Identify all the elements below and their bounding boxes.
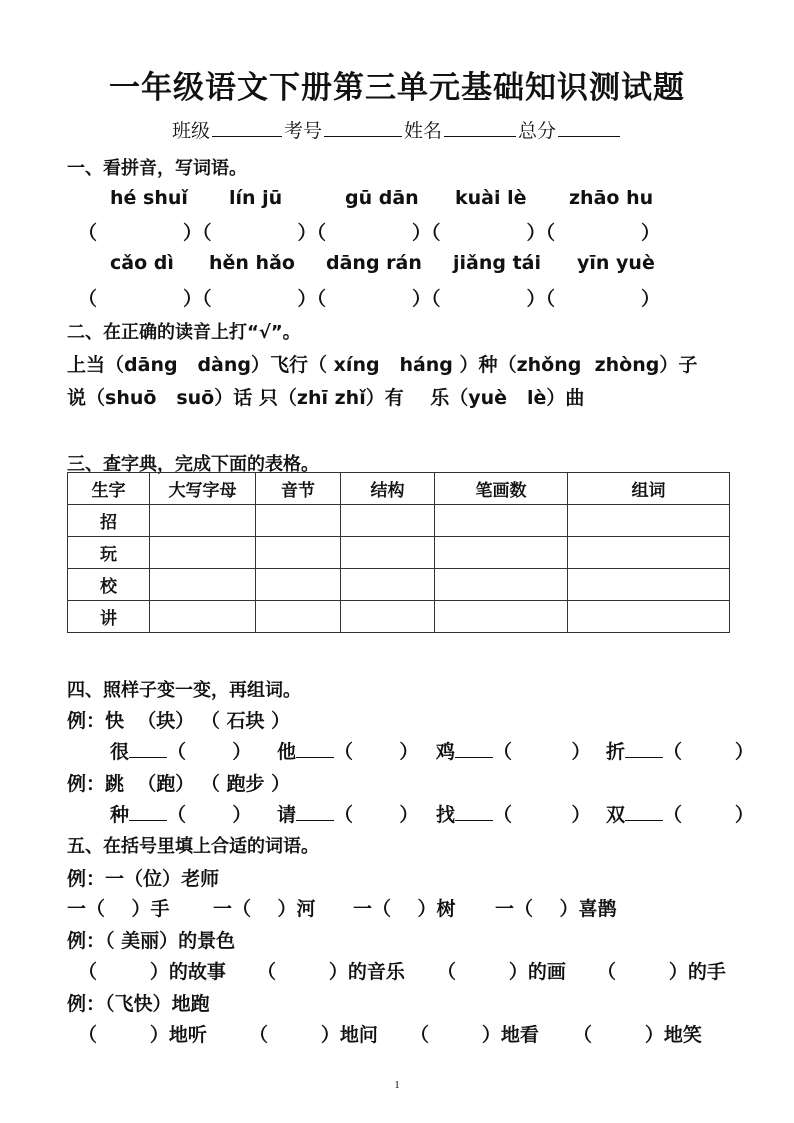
word: 乐 (430, 387, 450, 409)
name-blank[interactable] (444, 118, 516, 137)
dictionary-table (67, 472, 730, 633)
option[interactable]: háng (399, 354, 453, 376)
table-cell[interactable] (150, 601, 256, 633)
q4-char: 请 (277, 804, 297, 826)
table-cell[interactable] (568, 537, 730, 569)
example-2: 例：跳 （跑） （ 跑步 ） (67, 773, 291, 795)
q5-word: 一 (495, 898, 515, 920)
pinyin-1-2: lín jū (229, 187, 283, 209)
student-info-line (0, 116, 794, 143)
table-row (68, 537, 730, 569)
option[interactable]: zhǒng (516, 354, 582, 376)
q5-item-1[interactable]: 一（ ）手 (67, 898, 170, 920)
table-cell[interactable] (341, 505, 435, 537)
score-label: 总分 (518, 120, 557, 142)
q5-word: 一 (67, 898, 87, 920)
word: 说 (67, 387, 87, 409)
table-cell[interactable] (256, 601, 341, 633)
class-label: 班级 (171, 120, 210, 142)
q5-item-3[interactable]: 一（ ）树 (353, 898, 456, 920)
table-cell[interactable] (568, 601, 730, 633)
q5-item-12[interactable]: （ ）地笑 (573, 1024, 702, 1046)
pinyin-1-3: gū dān (345, 187, 419, 209)
q5-item-2[interactable]: 一（ ）河 (213, 898, 316, 920)
q5-item-11[interactable]: （ ）地看 (410, 1024, 539, 1046)
example-word: 位 (143, 868, 163, 890)
q5-item-6[interactable]: （ ）的音乐 (257, 961, 405, 983)
q4-char: 他 (277, 741, 297, 763)
table-char: 玩 (68, 537, 150, 569)
q5-word: 的画 (527, 961, 566, 983)
table-cell[interactable] (435, 537, 568, 569)
number-label: 考号 (283, 120, 322, 142)
q5-word: 河 (296, 898, 316, 920)
q4-item-1[interactable]: 很 （ ） (110, 741, 252, 763)
q4-item-7[interactable]: 找 （ ） (436, 804, 591, 826)
score-blank[interactable] (558, 118, 620, 137)
q5-word: 地笑 (663, 1024, 702, 1046)
table-cell[interactable] (568, 569, 730, 601)
word: 曲 (565, 387, 585, 409)
option[interactable]: xíng (333, 354, 380, 376)
answer-box-row2[interactable]: （ ）（ ）（ ）（ ）（ ） (78, 288, 660, 310)
table-char: 讲 (68, 601, 150, 633)
q4-char: 折 (606, 741, 626, 763)
option[interactable]: suō (176, 387, 215, 409)
table-header: 音节 (256, 473, 341, 505)
table-header: 结构 (341, 473, 435, 505)
q5-word: 手 (150, 898, 170, 920)
table-cell[interactable] (341, 569, 435, 601)
table-cell[interactable] (150, 569, 256, 601)
example-word: 例：跳 (67, 773, 125, 795)
table-row (68, 601, 730, 633)
table-cell[interactable] (256, 505, 341, 537)
q5-word: 喜鹊 (578, 898, 617, 920)
name-label: 姓名 (404, 120, 443, 142)
q5-item-5[interactable]: （ ）的故事 (78, 961, 226, 983)
option[interactable]: zhǐ (334, 387, 366, 409)
table-row (68, 569, 730, 601)
q4-item-5[interactable]: 种 （ ） (110, 804, 252, 826)
example-4: 例：（ 美丽）的景色 (67, 930, 236, 952)
q5-word: 地看 (500, 1024, 539, 1046)
q4-item-3[interactable]: 鸡 （ ） (436, 741, 591, 763)
pinyin-2-2: hěn hǎo (209, 252, 295, 274)
page-number: 1 (394, 1079, 400, 1091)
page-title: 一年级语文下册第三单元基础知识测试题 (109, 70, 685, 106)
table-header: 大写字母 (150, 473, 256, 505)
q5-item-7[interactable]: （ ）的画 (437, 961, 566, 983)
example-5: 例：（飞快）地跑 (67, 993, 210, 1015)
table-cell[interactable] (568, 505, 730, 537)
example-3: 例：一（位）老师 (67, 868, 220, 890)
example-1: 例：快 （块） （ 石块 ） (67, 710, 291, 732)
table-cell[interactable] (150, 537, 256, 569)
example-word: 老师 (181, 868, 220, 890)
q4-item-8[interactable]: 双 （ ） (606, 804, 754, 826)
q4-item-6[interactable]: 请 （ ） (277, 804, 419, 826)
q4-char: 找 (436, 804, 456, 826)
q5-word: 树 (436, 898, 456, 920)
option[interactable]: lè (526, 387, 547, 409)
pinyin-2-3: dāng rán (326, 252, 422, 274)
q5-word: 的故事 (168, 961, 226, 983)
example-word: 美丽 (121, 930, 160, 952)
table-cell[interactable] (150, 505, 256, 537)
q5-item-9[interactable]: （ ）地听 (78, 1024, 207, 1046)
reading-row-2: 说（shuō suō）话 只（zhī zhǐ）有 乐（yuè lè）曲 (67, 387, 585, 409)
section-1-heading: 一、看拼音，写词语。 (67, 158, 247, 179)
q4-char: 双 (606, 804, 626, 826)
example-word: 飞快 (114, 993, 153, 1015)
table-cell[interactable] (341, 601, 435, 633)
number-blank[interactable] (324, 118, 402, 137)
table-header-row (68, 473, 730, 505)
table-header: 笔画数 (435, 473, 568, 505)
word: 话 (233, 387, 253, 409)
q4-item-4[interactable]: 折 （ ） (606, 741, 754, 763)
q4-char: 鸡 (436, 741, 456, 763)
table-cell[interactable] (256, 569, 341, 601)
example-word: 地跑 (171, 993, 210, 1015)
q5-item-8[interactable]: （ ）的手 (597, 961, 726, 983)
table-cell[interactable] (435, 569, 568, 601)
table-row (68, 505, 730, 537)
option[interactable]: shuō (105, 387, 157, 409)
example-word: 跑 (156, 773, 176, 795)
table-char: 招 (68, 505, 150, 537)
example-word: 例： (67, 993, 106, 1015)
example-word: 块 (156, 710, 176, 732)
table-cell[interactable] (341, 537, 435, 569)
q5-word: 地听 (168, 1024, 207, 1046)
example-word: 例：快 (67, 710, 125, 732)
q4-char: 很 (110, 741, 130, 763)
example-word: 的景色 (178, 930, 236, 952)
word: 上当 (67, 354, 106, 376)
option[interactable]: dāng (124, 354, 178, 376)
q5-word: 地问 (339, 1024, 378, 1046)
reading-row-1: 上当（dāng dàng）飞行（ xíng háng ）种（zhǒng zhòng）子 (67, 354, 698, 376)
table-cell[interactable] (435, 601, 568, 633)
pinyin-2-1: cǎo dì (110, 252, 174, 274)
option[interactable]: yuè (468, 387, 508, 409)
q5-word: 一 (353, 898, 373, 920)
word: 子 (678, 354, 698, 376)
pinyin-1-4: kuài lè (455, 187, 527, 209)
table-char: 校 (68, 569, 150, 601)
section-4-heading: 四、照样子变一变，再组词。 (67, 680, 301, 701)
option[interactable]: zhī (296, 387, 328, 409)
example-word: 石块 (226, 710, 265, 732)
q5-word: 的手 (687, 961, 726, 983)
word: 飞行 (270, 354, 309, 376)
pinyin-1-1: hé shuǐ (110, 187, 188, 209)
example-word: 跑步 (226, 773, 265, 795)
pinyin-1-5: zhāo hu (569, 187, 654, 209)
q5-word: 的音乐 (347, 961, 405, 983)
pinyin-2-5: yīn yuè (577, 252, 655, 274)
q4-char: 种 (110, 804, 130, 826)
option[interactable]: dàng (197, 354, 252, 376)
q5-item-10[interactable]: （ ）地问 (249, 1024, 378, 1046)
word: 只 (258, 387, 278, 409)
word: 有 (384, 387, 404, 409)
q5-word: 一 (213, 898, 233, 920)
table-header: 生字 (68, 473, 150, 505)
word: 种 (478, 354, 498, 376)
class-blank[interactable] (212, 118, 282, 137)
q5-item-4[interactable]: 一（ ）喜鹊 (495, 898, 617, 920)
table-header: 组词 (568, 473, 730, 505)
example-word: 例： (67, 930, 106, 952)
option[interactable]: zhòng (594, 354, 660, 376)
section-5-heading: 五、在括号里填上合适的词语。 (67, 836, 319, 857)
pinyin-2-4: jiǎng tái (453, 252, 542, 274)
section-3-heading: 三、查字典，完成下面的表格。 (67, 454, 319, 475)
table-cell[interactable] (256, 537, 341, 569)
section-2-heading: 二、在正确的读音上打“√”。 (67, 322, 301, 343)
q4-item-2[interactable]: 他 （ ） (277, 741, 419, 763)
answer-box-row1[interactable]: （ ）（ ）（ ）（ ）（ ） (78, 222, 660, 244)
example-word: 例：一 (67, 868, 125, 890)
table-cell[interactable] (435, 505, 568, 537)
